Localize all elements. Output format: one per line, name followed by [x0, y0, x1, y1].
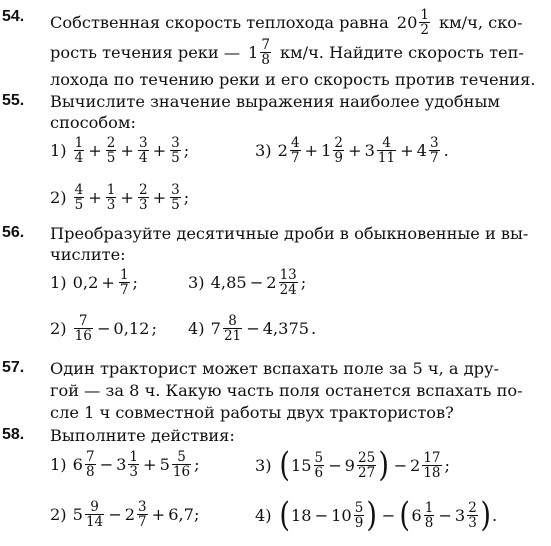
problem-number-58: 58.	[2, 426, 25, 443]
numerator: 5	[354, 499, 364, 516]
item-label: 2)	[50, 188, 67, 207]
denominator: 5	[106, 150, 116, 166]
fraction	[172, 450, 191, 479]
denominator: 7	[429, 150, 439, 166]
problem-58-item-3	[255, 445, 450, 485]
terminator: .	[311, 319, 317, 338]
problem-57-line-3: сле 1 ч совместной работы двух трактористов?	[50, 403, 454, 422]
terminator: ;	[194, 455, 200, 474]
fraction	[422, 451, 441, 480]
close-paren: )	[378, 445, 390, 485]
denominator: 24	[279, 282, 297, 298]
problem-55-item-3	[255, 136, 449, 165]
speed-denominator: 2	[420, 22, 429, 38]
whole-part: 2	[277, 141, 288, 160]
whole-part: 9	[344, 455, 355, 475]
current-numerator: 7	[261, 37, 270, 53]
operator: −	[314, 505, 329, 525]
problem-number-56: 56.	[2, 224, 25, 241]
operator: +	[151, 505, 166, 524]
problem-54-line-2	[50, 38, 524, 67]
numerator: 9	[90, 499, 99, 515]
current-fraction	[260, 38, 271, 67]
close-paren: )	[480, 495, 491, 535]
plus-sign: +	[304, 141, 319, 160]
plus-sign: +	[120, 141, 134, 160]
item-label: 3)	[255, 141, 272, 160]
item-label: 3)	[188, 273, 205, 292]
whole-part: 10	[331, 505, 352, 525]
numerator: 1	[119, 267, 129, 283]
problem-number-55: 55.	[2, 92, 25, 109]
open-paren: (	[278, 445, 290, 485]
numerator: 1	[106, 182, 116, 198]
problem-57-line-1: Один тракторист может вспахать поле за 5 ч, а дру-	[50, 359, 500, 378]
numerator: 8	[228, 313, 237, 329]
whole-part: 2	[266, 273, 277, 292]
fraction	[333, 136, 344, 165]
current-denominator: 8	[261, 52, 270, 68]
numerator: 3	[171, 135, 180, 151]
fraction	[74, 136, 85, 165]
denominator: 9	[354, 514, 364, 531]
whole-part: 7	[210, 319, 221, 338]
decimal-value: 4,85	[210, 273, 247, 292]
problem-54-text-a: Собственная скорость теплохода равна	[50, 12, 389, 32]
fraction	[137, 500, 148, 529]
terminator: ;	[151, 319, 157, 338]
fraction	[138, 183, 149, 212]
numerator: 1	[129, 449, 139, 465]
whole-part: 3	[116, 455, 127, 474]
fraction	[138, 136, 149, 165]
item-label: 1)	[50, 141, 67, 160]
whole-part: 6	[411, 505, 422, 525]
item-label: 1)	[50, 455, 67, 474]
fraction	[279, 268, 298, 297]
item-label: 2)	[50, 319, 67, 338]
speed-fraction	[419, 8, 430, 37]
fraction	[377, 136, 396, 165]
numerator: 13	[279, 267, 297, 283]
terminator: ;	[300, 273, 307, 292]
whole-part: 6	[72, 455, 83, 474]
denominator: 4	[138, 150, 148, 166]
current-whole: 1	[248, 42, 259, 62]
denominator: 8	[85, 464, 95, 480]
fraction	[74, 183, 85, 212]
problem-55-line-2: способом:	[50, 113, 136, 132]
open-paren: (	[399, 495, 411, 535]
whole-part: 3	[364, 141, 375, 160]
denominator: 11	[377, 150, 396, 166]
numerator: 7	[85, 449, 95, 465]
problem-54-line-3: лохода по течению реки и его скорость против течения.	[50, 70, 536, 89]
numerator: 4	[74, 182, 84, 198]
numerator: 3	[429, 135, 439, 151]
fraction	[170, 183, 181, 212]
terminator: ;	[183, 188, 190, 207]
whole-part: 2	[124, 505, 136, 524]
problem-55-line-1: Вычислите значение выражения наиболее удобным	[50, 92, 500, 111]
numerator: 3	[138, 499, 147, 515]
denominator: 3	[138, 197, 148, 213]
numerator: 2	[334, 135, 344, 151]
numerator: 1	[424, 499, 434, 516]
denominator: 5	[171, 197, 180, 213]
problem-54-text-d: км/ч. Найдите скорость теп-	[279, 42, 524, 62]
denominator: 14	[85, 514, 104, 530]
whole-part: 5	[159, 455, 170, 474]
numerator: 2	[138, 182, 148, 198]
numerator: 5	[177, 449, 186, 465]
numerator: 3	[171, 182, 180, 198]
problem-56-line-2: числите:	[50, 245, 126, 264]
operator: +	[143, 455, 157, 474]
terminator: .	[492, 505, 498, 525]
speed-whole: 20	[396, 12, 418, 32]
denominator: 3	[468, 514, 477, 531]
problem-57-line-2: гой — за 8 ч. Какую часть поля останется вспахать по-	[50, 381, 523, 400]
plus-sign: +	[348, 141, 362, 160]
denominator: 16	[172, 464, 191, 480]
fraction	[357, 451, 376, 480]
terminator: .	[443, 141, 449, 160]
fraction	[85, 500, 104, 529]
plus-sign: +	[88, 188, 102, 207]
numerator: 4	[290, 135, 300, 151]
numerator: 2	[468, 499, 477, 516]
speed-numerator: 1	[420, 7, 429, 23]
whole-part: 3	[454, 505, 466, 525]
whole-part: 5	[72, 505, 83, 524]
fraction	[424, 501, 435, 530]
denominator: 3	[106, 197, 116, 213]
fraction	[429, 136, 440, 165]
denominator: 4	[74, 150, 84, 166]
item-label: 4)	[188, 319, 205, 338]
operator: −	[246, 319, 260, 338]
denominator: 9	[334, 150, 344, 166]
problem-55-item-2	[50, 183, 189, 212]
operator: +	[101, 273, 115, 292]
fraction	[128, 450, 139, 479]
problem-55-item-1	[50, 136, 189, 165]
plus-sign: +	[400, 141, 414, 160]
numerator: 2	[106, 135, 116, 151]
fraction	[106, 183, 117, 212]
fraction	[85, 450, 96, 479]
operator: −	[328, 455, 342, 475]
decimal-value: 0,12	[113, 319, 150, 338]
plus-sign: +	[152, 188, 167, 207]
item-label: 4)	[255, 505, 272, 525]
problem-58-item-2	[50, 500, 199, 529]
fraction	[354, 501, 365, 530]
fraction	[106, 136, 117, 165]
denominator: 21	[223, 328, 242, 344]
denominator: 8	[424, 514, 434, 531]
decimal-value: 0,2	[72, 273, 99, 292]
whole-part: 1	[321, 141, 332, 160]
numerator: 4	[382, 135, 391, 151]
problem-56-item-4	[188, 314, 316, 343]
operator: −	[96, 319, 111, 338]
numerator: 7	[78, 313, 88, 329]
numerator: 17	[423, 449, 441, 466]
denominator: 7	[119, 282, 129, 298]
problem-54-text-c: рость течения реки —	[50, 42, 241, 62]
fraction	[170, 136, 181, 165]
operator: −	[108, 505, 122, 524]
close-paren: )	[366, 495, 378, 535]
denominator: 5	[171, 150, 180, 166]
item-label: 1)	[50, 273, 67, 292]
fraction	[314, 451, 325, 480]
item-label: 2)	[50, 505, 67, 524]
terminator: ;	[444, 455, 450, 475]
numerator: 5	[314, 449, 324, 466]
denominator: 7	[290, 150, 300, 166]
denominator: 7	[138, 514, 147, 530]
denominator: 6	[314, 464, 324, 481]
operator: −	[393, 455, 408, 475]
denominator: 16	[74, 328, 92, 344]
numerator: 1	[74, 135, 84, 151]
open-paren: (	[278, 495, 290, 535]
decimal-value: 6,7	[168, 505, 194, 524]
plus-sign: +	[88, 141, 102, 160]
operator: −	[381, 505, 396, 525]
problem-58-item-4	[255, 495, 498, 535]
problem-number-54: 54.	[2, 8, 25, 25]
problem-58-line-1: Выполните действия:	[50, 426, 235, 445]
denominator: 18	[423, 464, 441, 481]
whole-part: 2	[410, 455, 421, 475]
plus-sign: +	[152, 141, 167, 160]
problem-56-item-3	[188, 268, 306, 297]
problem-56-line-1: Преобразуйте десятичные дроби в обыкновенные и вы-	[50, 224, 529, 243]
operator: −	[438, 505, 452, 525]
denominator: 3	[129, 464, 139, 480]
fraction	[223, 314, 242, 343]
operator: −	[249, 273, 264, 292]
fraction	[467, 501, 478, 530]
problem-54-text-b: км/ч, ско-	[438, 12, 523, 32]
numerator: 3	[138, 135, 148, 151]
terminator: ;	[132, 273, 139, 292]
problem-54-line-1	[50, 8, 523, 37]
denominator: 27	[357, 464, 376, 481]
terminator: ;	[183, 141, 190, 160]
problem-56-item-1	[50, 268, 138, 297]
problem-58-item-1	[50, 450, 200, 479]
whole-part: 4	[416, 141, 427, 160]
problem-56-item-2	[50, 314, 157, 343]
integer-value: 18	[290, 505, 312, 525]
terminator: ;	[193, 505, 200, 524]
operator: −	[99, 455, 114, 474]
numerator: 25	[357, 449, 376, 466]
fraction	[74, 314, 93, 343]
decimal-value: 4,375	[262, 319, 310, 338]
denominator: 5	[74, 197, 84, 213]
plus-sign: +	[120, 188, 134, 207]
item-label: 3)	[255, 455, 272, 475]
fraction	[290, 136, 301, 165]
problem-number-57: 57.	[2, 359, 25, 376]
fraction	[119, 268, 130, 297]
whole-part: 15	[290, 455, 312, 475]
